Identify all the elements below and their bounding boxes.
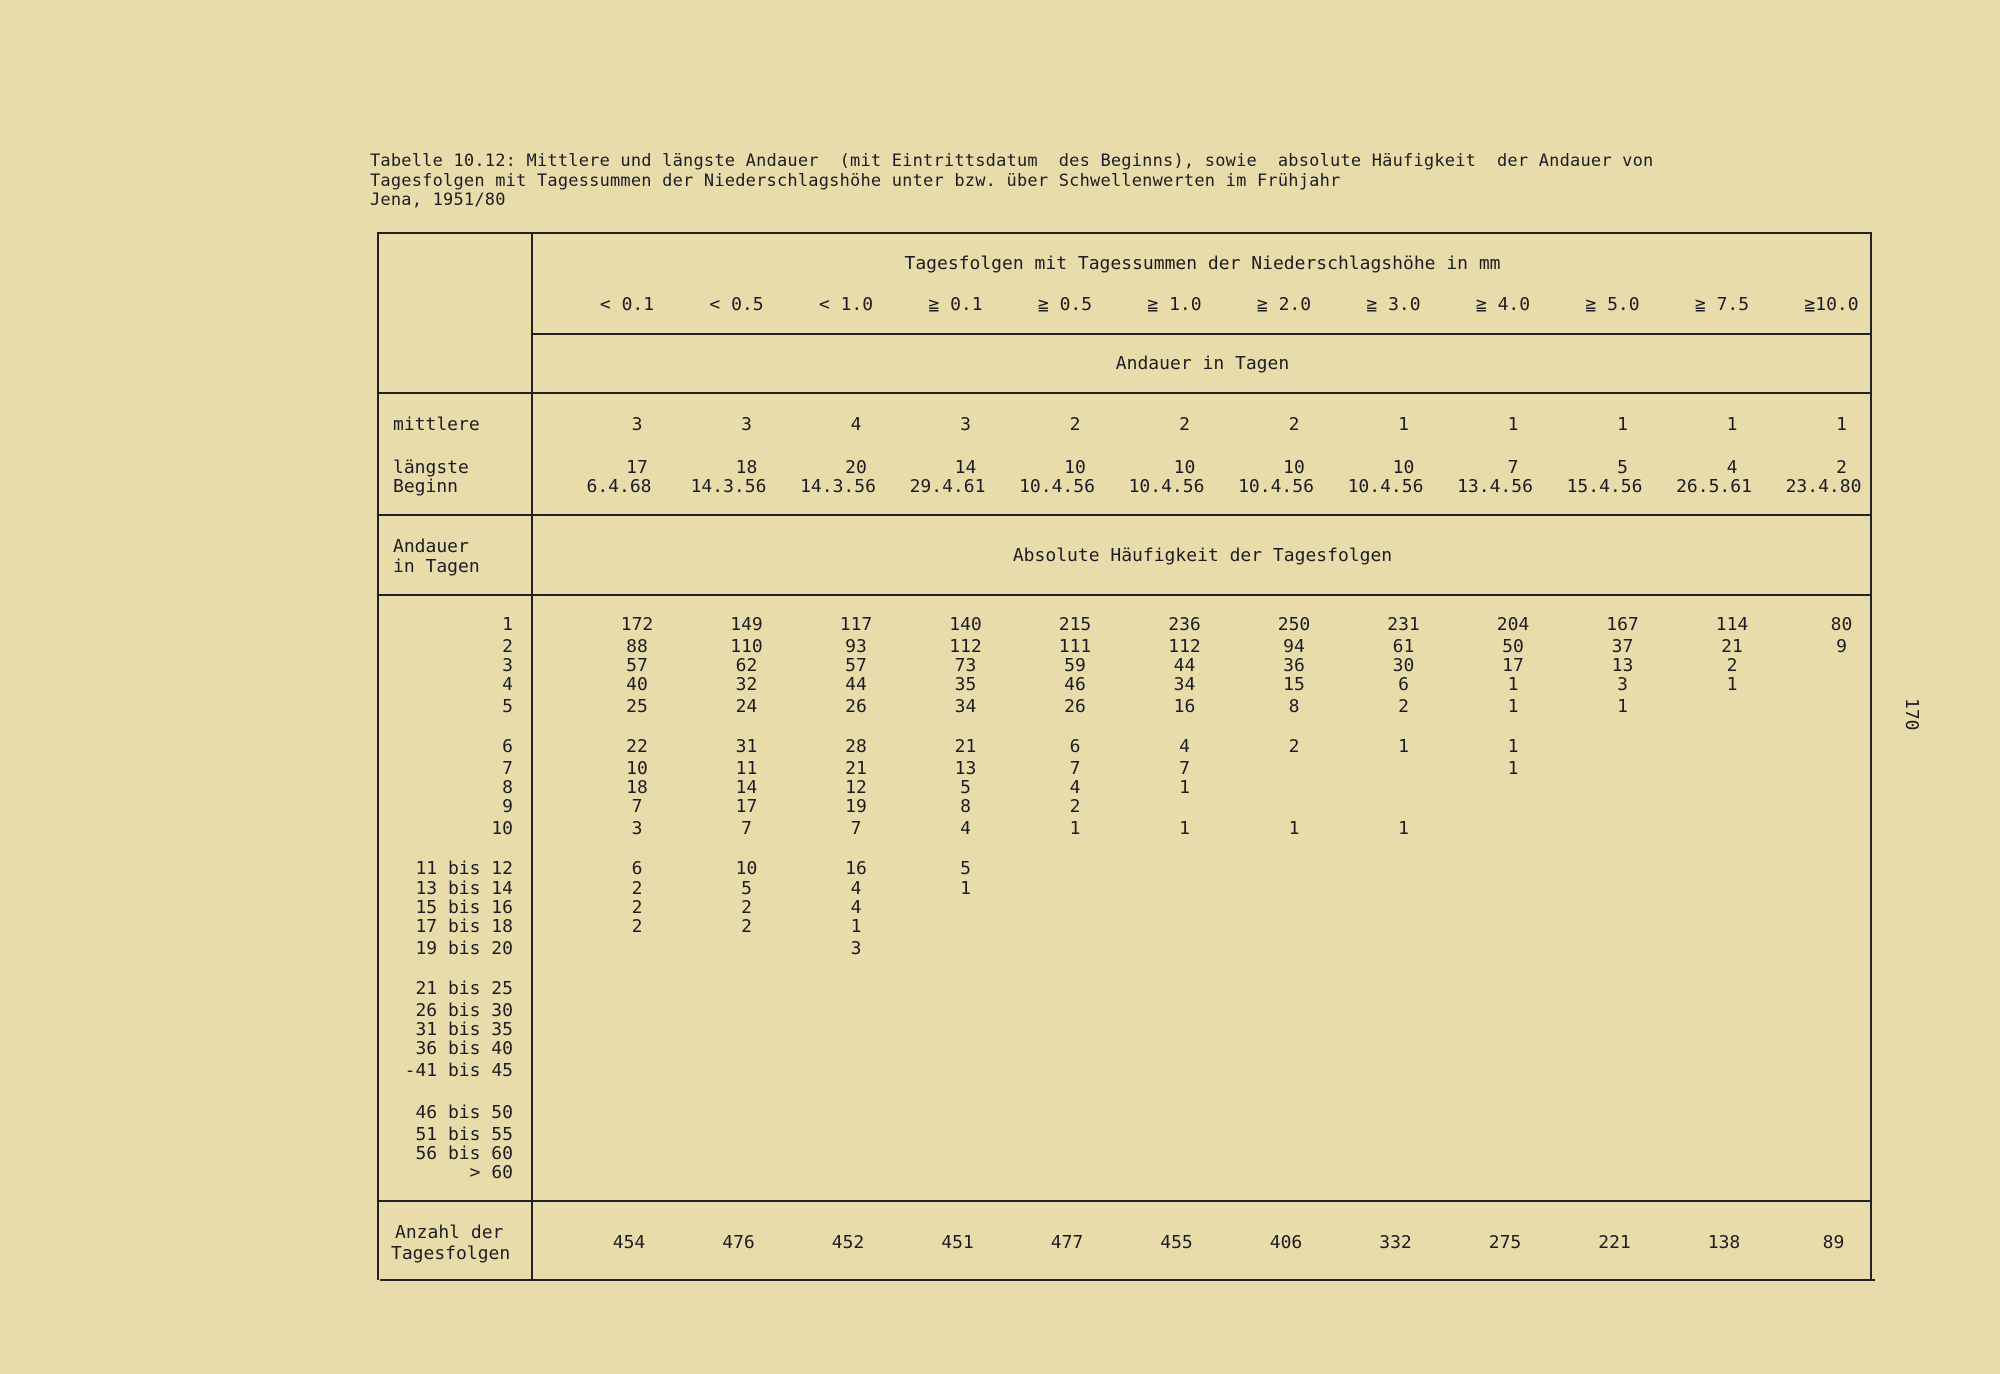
mittlere-value: 1 xyxy=(1617,414,1628,435)
andauer-label: Andauer xyxy=(393,536,469,557)
anzahl-value: 454 xyxy=(612,1232,646,1253)
anzahl-value: 451 xyxy=(941,1232,974,1253)
table-cell: 12 xyxy=(845,777,867,798)
anzahl-label: Anzahl der xyxy=(395,1222,504,1243)
table-cell: 57 xyxy=(845,655,867,676)
laengste-value: 14 xyxy=(954,457,977,478)
mittlere-value: 1 xyxy=(1836,414,1847,435)
rule-top xyxy=(377,232,1872,234)
table-cell: 31 xyxy=(735,736,758,757)
table-cell: 44 xyxy=(845,674,867,695)
table-cell: 2 xyxy=(1726,655,1738,676)
table-cell: 149 xyxy=(730,614,763,635)
row-label: 1 xyxy=(502,614,513,635)
rule-after-section2 xyxy=(377,594,1872,596)
column-header: < 0.1 xyxy=(599,294,655,315)
anzahl-value: 406 xyxy=(1269,1232,1303,1253)
table-cell: 4 xyxy=(960,818,971,839)
page-number: 170 xyxy=(1901,698,1922,731)
table-cell: 5 xyxy=(741,878,752,899)
column-header: ≧ 0.5 xyxy=(1037,294,1093,315)
table-cell: 1 xyxy=(1726,674,1738,695)
table-cell: 2 xyxy=(631,897,643,918)
table-cell: 94 xyxy=(1283,636,1305,657)
table-cell: 112 xyxy=(1168,636,1201,657)
beginn-date: 14.3.56 xyxy=(800,476,876,497)
table-cell: 167 xyxy=(1606,614,1639,635)
table-cell: 110 xyxy=(730,636,763,657)
table-cell: 10 xyxy=(735,858,758,879)
rule-under-columns xyxy=(533,333,1872,335)
table-cell: 30 xyxy=(1392,655,1415,676)
beginn-date: 6.4.68 xyxy=(586,476,652,497)
table-cell: 2 xyxy=(1069,796,1081,817)
row-label: 7 xyxy=(502,758,513,779)
table-cell: 7 xyxy=(741,818,752,839)
row-label: 8 xyxy=(502,777,513,798)
table-cell: 231 xyxy=(1387,614,1420,635)
laengste-value: 7 xyxy=(1507,457,1519,478)
table-cell: 3 xyxy=(631,818,643,839)
table-cell: 1 xyxy=(850,916,862,937)
table-cell: 4 xyxy=(1069,777,1081,798)
anzahl-value: 275 xyxy=(1488,1232,1522,1253)
column-header: ≧ 3.0 xyxy=(1366,294,1421,315)
table-cell: 2 xyxy=(1398,696,1409,717)
table-cell: 1 xyxy=(1507,674,1519,695)
table-cell: 21 xyxy=(954,736,977,757)
rule-before-anzahl xyxy=(377,1200,1872,1202)
table-cell: 50 xyxy=(1502,636,1524,657)
mittlere-value: 3 xyxy=(960,414,971,435)
table-cell: 9 xyxy=(1836,636,1847,657)
row-label: > 60 xyxy=(469,1162,513,1183)
row-label: 26 bis 30 xyxy=(415,1000,513,1021)
laengste-value: 10 xyxy=(1283,457,1305,478)
beginn-date: 10.4.56 xyxy=(1128,476,1205,497)
table-cell: 93 xyxy=(845,636,867,657)
border-left xyxy=(377,232,379,1280)
mittlere-value: 2 xyxy=(1179,414,1190,435)
table-cell: 13 xyxy=(954,758,977,779)
beginn-date: 14.3.56 xyxy=(690,476,767,497)
table-cell: 1 xyxy=(1179,777,1190,798)
table-cell: 1 xyxy=(1398,818,1409,839)
anzahl-value: 89 xyxy=(1822,1232,1845,1253)
table-cell: 114 xyxy=(1715,614,1749,635)
table-cell: 8 xyxy=(960,796,971,817)
in-tagen-label: in Tagen xyxy=(393,556,480,577)
table-cell: 5 xyxy=(960,858,971,879)
table-cell: 61 xyxy=(1392,636,1415,657)
table-cell: 10 xyxy=(626,758,648,779)
column-header: < 1.0 xyxy=(818,294,874,315)
table-cell: 215 xyxy=(1058,614,1092,635)
mittlere-value: 2 xyxy=(1069,414,1081,435)
beginn-date: 10.4.56 xyxy=(1347,476,1424,497)
table-cell: 88 xyxy=(626,636,648,657)
row-label: 17 bis 18 xyxy=(415,916,513,937)
column-header: ≧ 4.0 xyxy=(1475,294,1531,315)
mittlere-value: 4 xyxy=(850,414,862,435)
laengste-value: 10 xyxy=(1064,457,1086,478)
row-label: 10 xyxy=(491,818,513,839)
row-label: 51 bis 55 xyxy=(415,1124,513,1145)
anzahl-value: 452 xyxy=(831,1232,865,1253)
anzahl-value: 138 xyxy=(1707,1232,1741,1253)
table-cell: 25 xyxy=(626,696,648,717)
table-cell: 14 xyxy=(735,777,758,798)
table-cell: 5 xyxy=(960,777,971,798)
table-cell: 7 xyxy=(850,818,862,839)
row-label: 13 bis 14 xyxy=(415,878,513,899)
table-cell: 34 xyxy=(1173,674,1196,695)
mittlere-value: 1 xyxy=(1726,414,1738,435)
beginn-date: 10.4.56 xyxy=(1019,476,1095,497)
row-label: 2 xyxy=(502,636,513,657)
table-cell: 37 xyxy=(1611,636,1634,657)
table-cell: 1 xyxy=(1398,736,1409,757)
table-cell: 112 xyxy=(949,636,982,657)
anzahl-value: 455 xyxy=(1160,1232,1193,1253)
table-cell: 236 xyxy=(1168,614,1201,635)
table-cell: 40 xyxy=(626,674,648,695)
table-cell: 36 xyxy=(1283,655,1305,676)
beginn-date: 10.4.56 xyxy=(1238,476,1314,497)
table-cell: 59 xyxy=(1064,655,1086,676)
table-cell: 1 xyxy=(1507,758,1519,779)
column-header: < 0.5 xyxy=(709,294,764,315)
table-cell: 18 xyxy=(626,777,648,798)
mittlere-value: 3 xyxy=(631,414,643,435)
table-cell: 62 xyxy=(735,655,758,676)
table-cell: 2 xyxy=(1288,736,1300,757)
rule-header-end xyxy=(377,392,1872,394)
table-cell: 16 xyxy=(1173,696,1196,717)
table-cell: 6 xyxy=(1398,674,1409,695)
table-cell: 1 xyxy=(1179,818,1190,839)
table-cell: 6 xyxy=(631,858,643,879)
mittlere-value: 1 xyxy=(1398,414,1409,435)
mittlere-value: 1 xyxy=(1507,414,1519,435)
mittlere-value: 3 xyxy=(741,414,752,435)
table-cell: 3 xyxy=(1617,674,1628,695)
anzahl-value: 221 xyxy=(1598,1232,1631,1253)
section2-title: Absolute Häufigkeit der Tagesfolgen xyxy=(1012,545,1393,566)
row-label: 56 bis 60 xyxy=(415,1143,513,1164)
laengste-value: 10 xyxy=(1392,457,1415,478)
row-label: 3 xyxy=(502,655,513,676)
table-cell: 1 xyxy=(960,878,971,899)
table-cell: 15 xyxy=(1283,674,1305,695)
laengste-value: 17 xyxy=(626,457,648,478)
table-cell: 26 xyxy=(1064,696,1086,717)
group-title: Tagesfolgen mit Tagessummen der Niederschlagshöhe in mm xyxy=(904,253,1501,274)
table-cell: 11 xyxy=(735,758,758,779)
table-cell: 28 xyxy=(845,736,867,757)
laengste-value: 10 xyxy=(1173,457,1196,478)
table-cell: 7 xyxy=(631,796,643,817)
table-cell: 21 xyxy=(1721,636,1743,657)
table-cell: 111 xyxy=(1058,636,1092,657)
table-cell: 17 xyxy=(1502,655,1524,676)
laengste-value: 20 xyxy=(845,457,867,478)
caption-line-1: Tabelle 10.12: Mittlere und längste Andauer (mit Eintrittsdatum des Beginns), sowie absolute Häufigkeit der Andauer von xyxy=(370,151,1654,171)
table-cell: 32 xyxy=(735,674,758,695)
table-cell: 35 xyxy=(954,674,977,695)
laengste-label: längste xyxy=(393,457,469,478)
beginn-date: 29.4.61 xyxy=(909,476,986,497)
beginn-date: 15.4.56 xyxy=(1566,476,1643,497)
table-cell: 26 xyxy=(845,696,867,717)
laengste-value: 4 xyxy=(1726,457,1738,478)
table-caption xyxy=(370,152,1875,211)
row-label: 4 xyxy=(502,674,513,695)
table-cell: 117 xyxy=(839,614,873,635)
table-cell: 4 xyxy=(850,878,862,899)
table-cell: 1 xyxy=(1617,696,1628,717)
border-right xyxy=(1870,232,1872,1280)
column-header: ≧ 7.5 xyxy=(1694,294,1750,315)
table-cell: 6 xyxy=(1069,736,1081,757)
table-cell: 24 xyxy=(735,696,758,717)
beginn-date: 23.4.80 xyxy=(1785,476,1862,497)
table-cell: 204 xyxy=(1496,614,1530,635)
anzahl-value: 477 xyxy=(1050,1232,1084,1253)
table-cell: 19 xyxy=(845,796,867,817)
table-cell: 17 xyxy=(735,796,758,817)
tagesfolgen-label: Tagesfolgen xyxy=(391,1243,511,1264)
row-label: 36 bis 40 xyxy=(415,1038,513,1059)
rule-after-laengste xyxy=(377,514,1872,516)
table-cell: 2 xyxy=(741,897,752,918)
table-cell: 7 xyxy=(1179,758,1190,779)
table-cell: 46 xyxy=(1064,674,1086,695)
mittlere-value: 2 xyxy=(1288,414,1300,435)
table-cell: 1 xyxy=(1288,818,1300,839)
anzahl-value: 476 xyxy=(722,1232,755,1253)
table-cell: 250 xyxy=(1277,614,1311,635)
row-label: 15 bis 16 xyxy=(415,897,513,918)
anzahl-value: 332 xyxy=(1379,1232,1412,1253)
table-cell: 2 xyxy=(631,916,643,937)
beginn-label: Beginn xyxy=(393,476,459,497)
table-cell: 80 xyxy=(1830,614,1853,635)
row-label: 31 bis 35 xyxy=(415,1019,513,1040)
table-cell: 172 xyxy=(620,614,654,635)
table-cell: 2 xyxy=(631,878,643,899)
table-cell: 4 xyxy=(850,897,862,918)
rule-bottom xyxy=(380,1279,1875,1281)
row-label: 46 bis 50 xyxy=(415,1102,513,1123)
laengste-value: 18 xyxy=(735,457,758,478)
table-cell: 34 xyxy=(954,696,977,717)
caption-line-2: Tagesfolgen mit Tagessummen der Niederschlagshöhe unter bzw. über Schwellenwerten im Frühjahr xyxy=(370,170,1341,191)
row-label: 21 bis 25 xyxy=(415,978,513,999)
table-cell: 1 xyxy=(1507,736,1519,757)
column-header: ≧ 0.1 xyxy=(928,294,983,315)
caption-line-3: Jena, 1951/80 xyxy=(370,190,506,210)
table-cell: 140 xyxy=(949,614,982,635)
row-label: 9 xyxy=(502,796,513,817)
column-header: ≧ 2.0 xyxy=(1256,294,1312,315)
row-label: -41 bis 45 xyxy=(404,1060,513,1081)
table-cell: 7 xyxy=(1069,758,1081,779)
column-header: ≧ 1.0 xyxy=(1147,294,1202,315)
andauer-title: Andauer in Tagen xyxy=(1115,353,1290,374)
table-cell: 73 xyxy=(954,655,977,676)
table-cell: 8 xyxy=(1288,696,1300,717)
beginn-date: 26.5.61 xyxy=(1676,476,1752,497)
row-label: 6 xyxy=(502,736,513,757)
beginn-date: 13.4.56 xyxy=(1457,476,1533,497)
table-cell: 2 xyxy=(741,916,752,937)
table-cell: 57 xyxy=(626,655,648,676)
table-cell: 4 xyxy=(1179,736,1190,757)
column-header: ≧ 5.0 xyxy=(1585,294,1640,315)
row-label: 5 xyxy=(502,696,513,717)
table-cell: 13 xyxy=(1611,655,1634,676)
laengste-value: 2 xyxy=(1836,457,1847,478)
table-cell: 1 xyxy=(1069,818,1081,839)
data-table xyxy=(377,232,1874,1280)
table-cell: 3 xyxy=(850,938,862,959)
table-cell: 16 xyxy=(845,858,867,879)
laengste-value: 5 xyxy=(1617,457,1628,478)
mittlere-label: mittlere xyxy=(393,414,480,435)
table-cell: 44 xyxy=(1173,655,1196,676)
table-cell: 21 xyxy=(845,758,867,779)
label-column-divider xyxy=(531,232,533,1280)
table-cell: 22 xyxy=(626,736,648,757)
row-label: 11 bis 12 xyxy=(415,858,513,879)
row-label: 19 bis 20 xyxy=(415,938,513,959)
column-header: ≧10.0 xyxy=(1804,294,1859,315)
table-cell: 1 xyxy=(1507,696,1519,717)
